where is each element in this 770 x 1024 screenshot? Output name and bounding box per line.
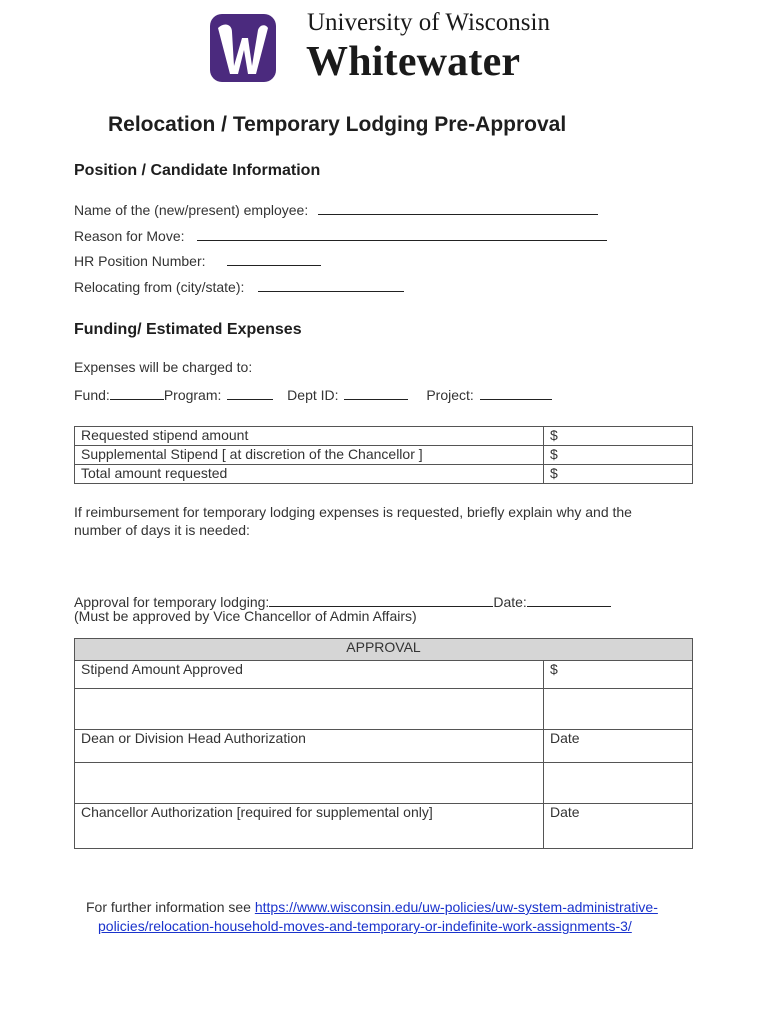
amount-label-cell: Supplemental Stipend [ at discretion of the Chancellor ] <box>75 446 544 465</box>
approval-header-row <box>75 639 693 661</box>
policy-link-continued[interactable]: policies/relocation-household-moves-and-temporary-or-indefinite-work-assignments-3/ <box>98 918 632 934</box>
campus-name: Whitewater <box>306 39 521 85</box>
table-row <box>75 763 693 804</box>
dept-label: Dept ID: <box>287 387 339 403</box>
approval-signature-value-cell[interactable] <box>544 689 693 730</box>
lodging-question-line1: If reimbursement for temporary lodging expenses is requested, briefly explain why and the <box>74 504 632 520</box>
lodging-date-label: Date: <box>493 594 527 610</box>
table-row <box>75 465 693 484</box>
lodging-approval-note: (Must be approved by Vice Chancellor of Admin Affairs) <box>74 608 417 624</box>
charged-to-text: Expenses will be charged to: <box>74 359 253 375</box>
employee-name-row <box>74 199 598 218</box>
lodging-approval-field[interactable] <box>269 591 493 607</box>
uw-whitewater-logo-icon <box>210 14 276 82</box>
table-row <box>75 446 693 465</box>
amount-label-cell: Requested stipend amount <box>75 427 544 446</box>
employee-name-field[interactable] <box>318 199 598 215</box>
amount-value-cell[interactable]: $ <box>544 427 693 446</box>
footer-line1 <box>86 899 658 915</box>
approval-value-cell[interactable]: $ <box>544 661 693 689</box>
funding-section-heading: Funding/ Estimated Expenses <box>74 321 302 338</box>
project-field[interactable] <box>480 384 552 400</box>
hr-position-label: HR Position Number: <box>74 253 206 269</box>
footer-line2 <box>98 918 632 934</box>
relocating-field[interactable] <box>258 276 404 292</box>
program-field[interactable] <box>227 384 273 400</box>
project-label: Project: <box>426 387 474 403</box>
approval-signature-cell[interactable] <box>75 763 544 804</box>
lodging-approval-label: Approval for temporary lodging: <box>74 594 270 610</box>
university-name: University of Wisconsin <box>307 9 550 36</box>
position-section-heading: Position / Candidate Information <box>74 162 321 179</box>
approval-label-cell: Stipend Amount Approved <box>75 661 544 689</box>
approval-label-cell: Dean or Division Head Authorization <box>75 730 544 763</box>
amount-label-cell: Total amount requested <box>75 465 544 484</box>
reason-field[interactable] <box>197 225 607 241</box>
reason-label: Reason for Move: <box>74 228 185 244</box>
lodging-date-field[interactable] <box>527 591 611 607</box>
approval-label-cell: Chancellor Authorization [required for supplemental only] <box>75 804 544 849</box>
document-title: Relocation / Temporary Lodging Pre-Approval <box>108 113 567 136</box>
table-row <box>75 661 693 689</box>
table-row <box>75 689 693 730</box>
funding-codes-row <box>74 384 552 403</box>
relocating-row <box>74 276 404 295</box>
amounts-table <box>74 426 693 484</box>
fund-label: Fund: <box>74 387 110 403</box>
approval-value-cell[interactable]: Date <box>544 804 693 849</box>
footer-prefix: For further information see <box>86 899 255 915</box>
relocating-label: Relocating from (city/state): <box>74 279 245 295</box>
approval-heading: APPROVAL <box>75 639 693 661</box>
approval-table <box>74 638 693 849</box>
policy-link[interactable]: https://www.wisconsin.edu/uw-policies/uw-system-administrative- <box>254 899 658 915</box>
hr-position-row <box>74 250 321 269</box>
reason-row <box>74 225 607 244</box>
lodging-question-line2: number of days it is needed: <box>74 522 250 538</box>
amount-value-cell[interactable]: $ <box>544 465 693 484</box>
approval-signature-value-cell[interactable] <box>544 763 693 804</box>
program-label: Program: <box>163 387 222 403</box>
table-row <box>75 427 693 446</box>
approval-value-cell[interactable]: Date <box>544 730 693 763</box>
table-row <box>75 730 693 763</box>
approval-signature-cell[interactable] <box>75 689 544 730</box>
dept-field[interactable] <box>344 384 408 400</box>
employee-name-label: Name of the (new/present) employee: <box>74 202 309 218</box>
amount-value-cell[interactable]: $ <box>544 446 693 465</box>
fund-field[interactable] <box>110 384 164 400</box>
hr-position-field[interactable] <box>227 250 321 266</box>
table-row <box>75 804 693 849</box>
